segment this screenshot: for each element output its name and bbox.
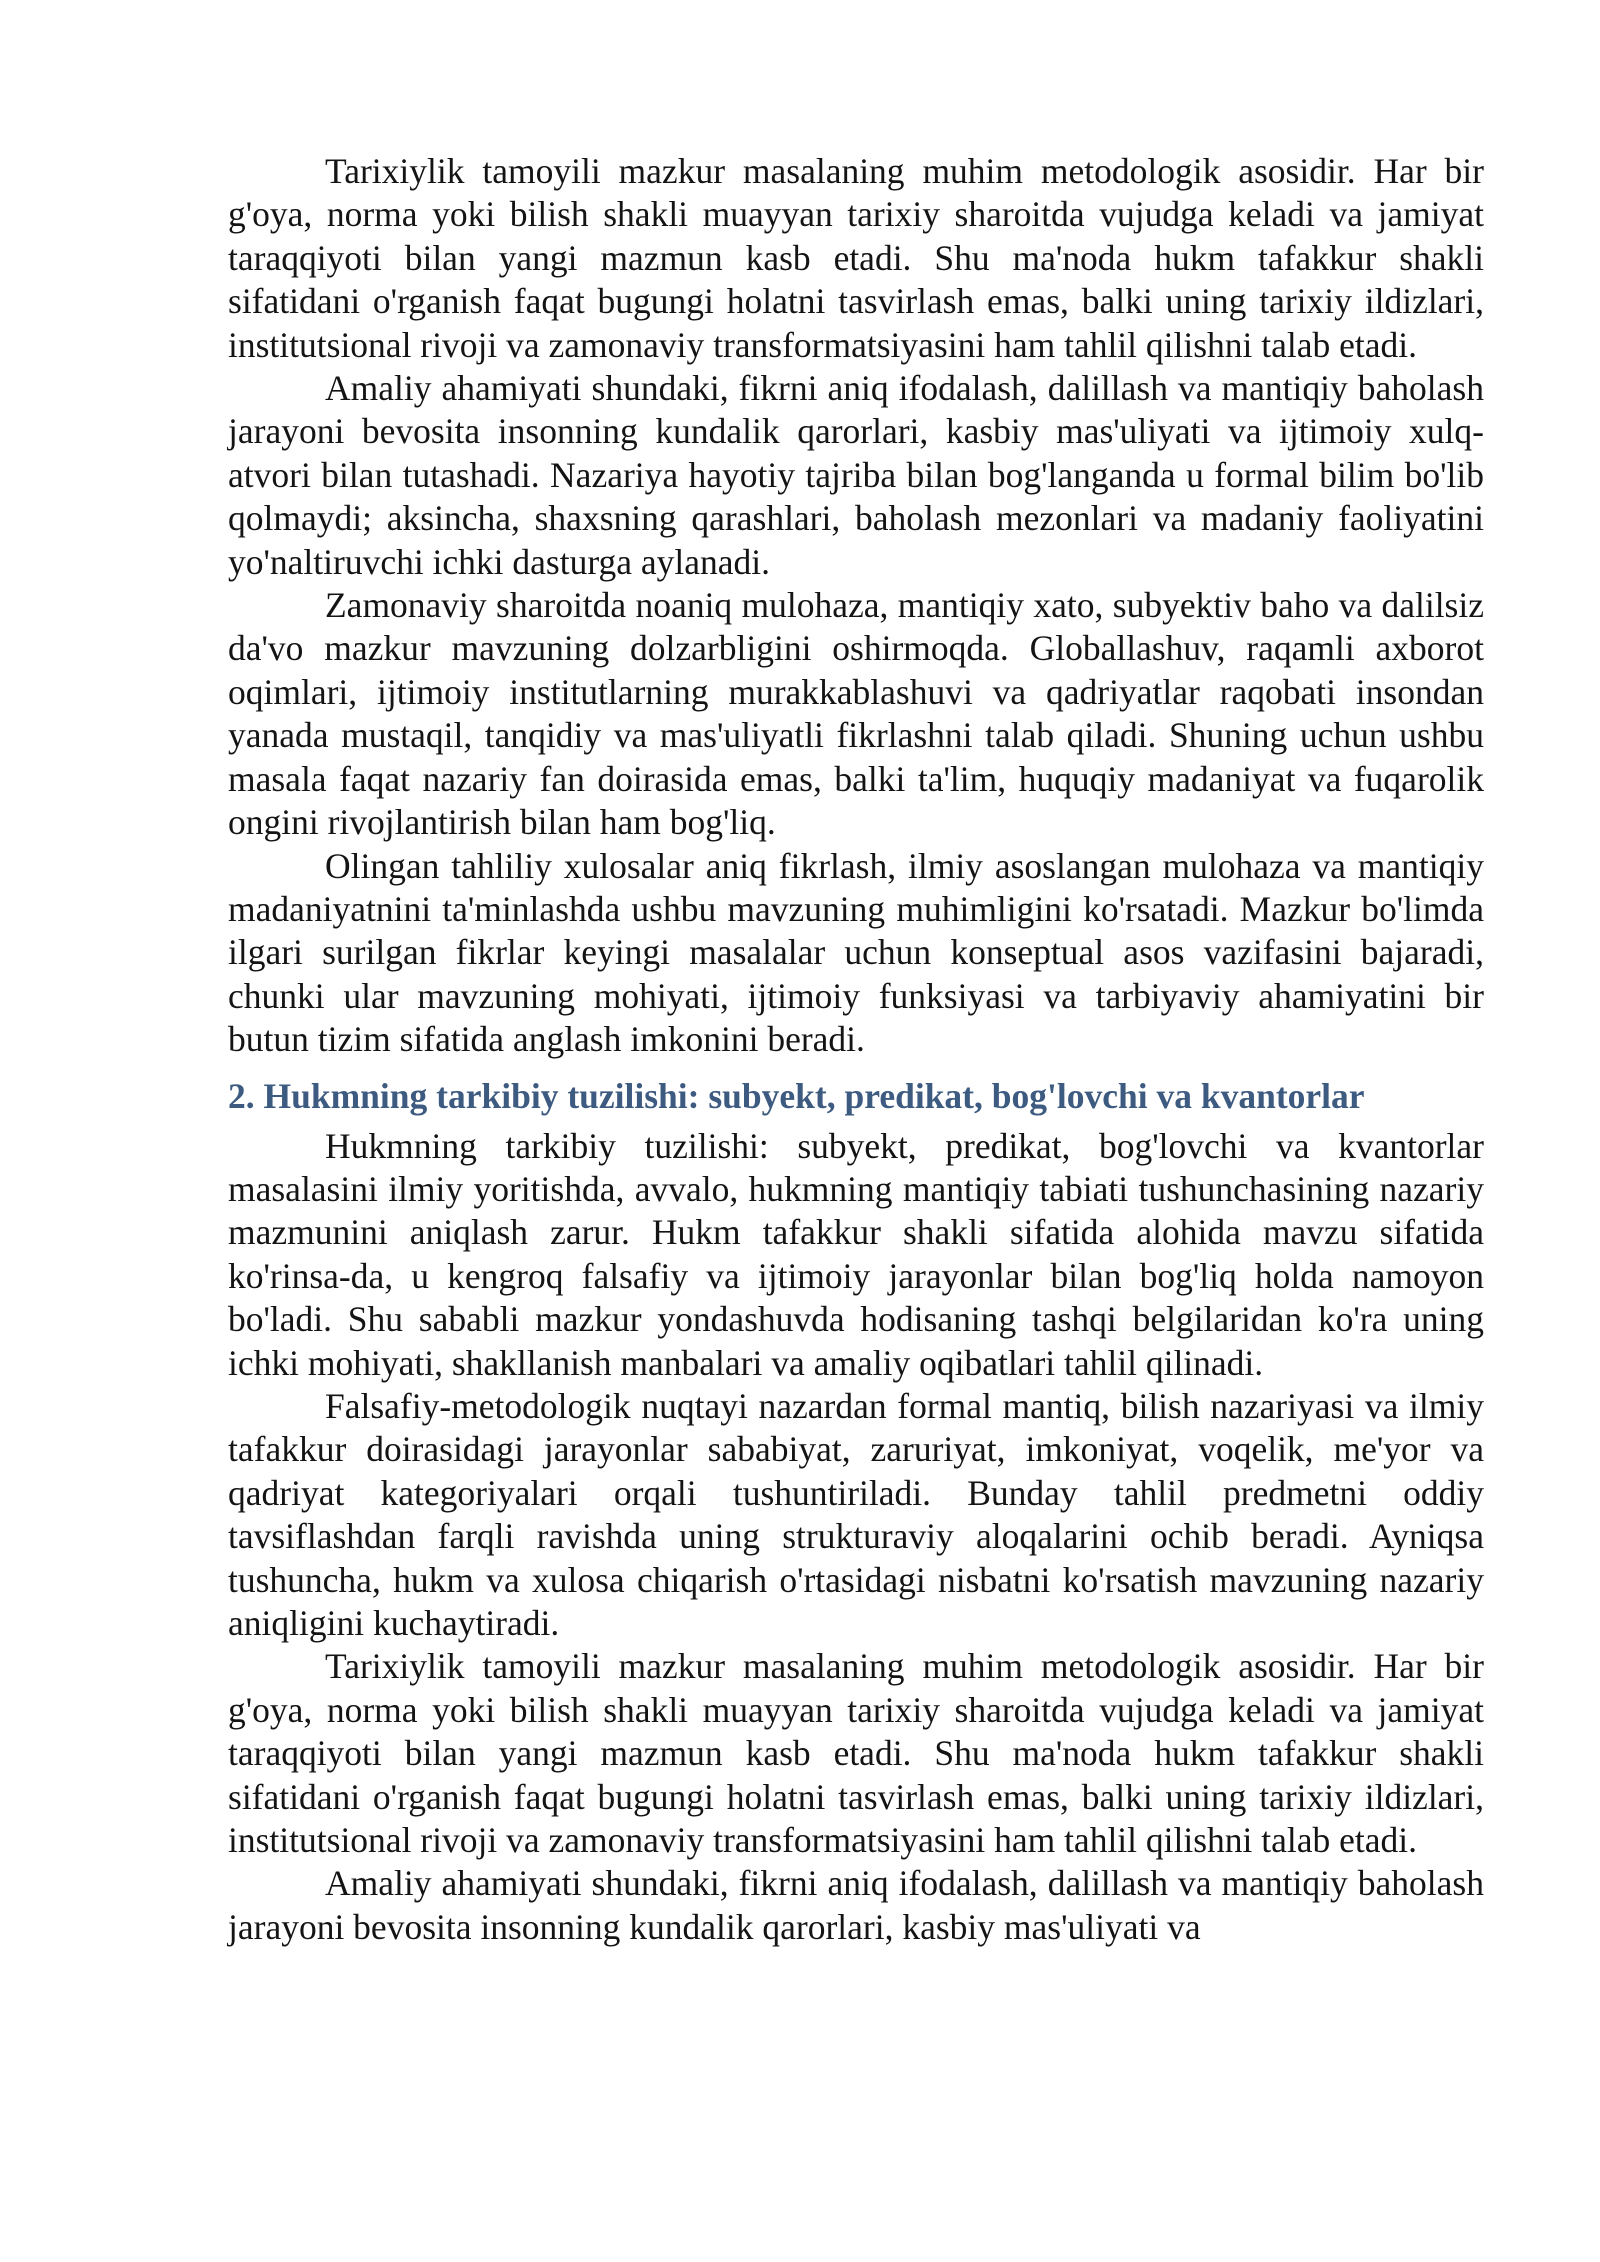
paragraph: Amaliy ahamiyati shundaki, fikrni aniq ifodalash, dalillash va mantiqiy baholash jarayoni bevosita insonning kundalik qarorlari, kasbiy mas'uliyati va ijtimoiy xulq-atvori bilan tutashadi. Nazariya hayotiy tajriba bilan bog'langanda u formal bilim bo'lib qolmaydi; aksincha, shaxsning qarashlari, baholash mezonlari va madaniy faoliyatini yo'naltiruvchi ichki dasturga aylanadi. [228, 368, 1484, 582]
section-heading: 2. Hukmning tarkibiy tuzilishi: subyekt, predikat, bog'lovchi va kvantorlar [228, 1075, 1365, 1116]
paragraph: Tarixiylik tamoyili mazkur masalaning muhim metodologik asosidir. Har bir g'oya, norma yoki bilish shakli muayyan tarixiy sharoitda vujudga keladi va jamiyat taraqqiyoti bilan yangi mazmun kasb etadi. Shu ma'noda hukm tafakkur shakli sifatidani o'rganish faqat bugungi holatni tasvirlash emas, balki uning tarixiy ildizlari, institutsional rivoji va zamonaviy transformatsiyasini ham tahlil qilishni talab etadi. [228, 1646, 1484, 1861]
paragraph: Tarixiylik tamoyili mazkur masalaning muhim metodologik asosidir. Har bir g'oya, norma yoki bilish shakli muayyan tarixiy sharoitda vujudga keladi va jamiyat taraqqiyoti bilan yangi mazmun kasb etadi. Shu ma'noda hukm tafakkur shakli sifatidani o'rganish faqat bugungi holatni tasvirlash emas, balki uning tarixiy ildizlari, institutsional rivoji va zamonaviy transformatsiyasini ham tahlil qilishni talab etadi. [228, 151, 1484, 365]
paragraph: Zamonaviy sharoitda noaniq mulohaza, mantiqiy xato, subyektiv baho va dalilsiz da'vo mazkur mavzuning dolzarbligini oshirmoqda. Globallashuv, raqamli axborot oqimlari, ijtimoiy institutlarning murakkablashuvi va qadriyatlar raqobati insondan yanada mustaqil, tanqidiy va mas'uliyatli fikrlashni talab qiladi. Shuning uchun ushbu masala faqat nazariy fan doirasida emas, balki ta'lim, huquqiy madaniyat va fuqarolik ongini rivojlantirish bilan ham bog'liq. [228, 585, 1484, 843]
document-page [228, 150, 1484, 1949]
paragraph: Falsafiy-metodologik nuqtayi nazardan formal mantiq, bilish nazariyasi va ilmiy tafakkur doirasidagi jarayonlar sababiyat, zaruriyat, imkoniyat, voqelik, me'yor va qadriyat kategoriyalari orqali tushuntiriladi. Bunday tahlil predmetni oddiy tavsiflashdan farqli ravishda uning strukturaviy aloqalarini ochib beradi. Ayniqsa tushuncha, hukm va xulosa chiqarish o'rtasidagi nisbatni ko'rsatish mavzuning nazariy aniqligini kuchaytiradi. [228, 1385, 1484, 1643]
paragraph: Amaliy ahamiyati shundaki, fikrni aniq ifodalash, dalillash va mantiqiy baholash jarayoni bevosita insonning kundalik qarorlari, kasbiy mas'uliyati va [228, 1863, 1484, 1947]
paragraph: Hukmning tarkibiy tuzilishi: subyekt, predikat, bog'lovchi va kvantorlar masalasini ilmiy yoritishda, avvalo, hukmning mantiqiy tabiati tushunchasining nazariy mazmunini aniqlash zarur. Hukm tafakkur shakli sifatida alohida mavzu sifatida ko'rinsa-da, u kengroq falsafiy va ijtimoiy jarayonlar bilan bog'liq holda namoyon bo'ladi. Shu sababli mazkur yondashuvda hodisaning tashqi belgilaridan ko'ra uning ichki mohiyati, shakllanish manbalari va amaliy oqibatlari tahlil qilinadi. [228, 1125, 1484, 1383]
paragraph: Olingan tahliliy xulosalar aniq fikrlash, ilmiy asoslangan mulohaza va mantiqiy madaniyatnini ta'minlashda ushbu mavzuning muhimligini ko'rsatadi. Mazkur bo'limda ilgari surilgan fikrlar keyingi masalalar uchun konseptual asos vazifasini bajaradi, chunki ular mavzuning mohiyati, ijtimoiy funksiyasi va tarbiyaviy ahamiyatini bir butun tizim sifatida anglash imkonini beradi. [228, 845, 1484, 1060]
